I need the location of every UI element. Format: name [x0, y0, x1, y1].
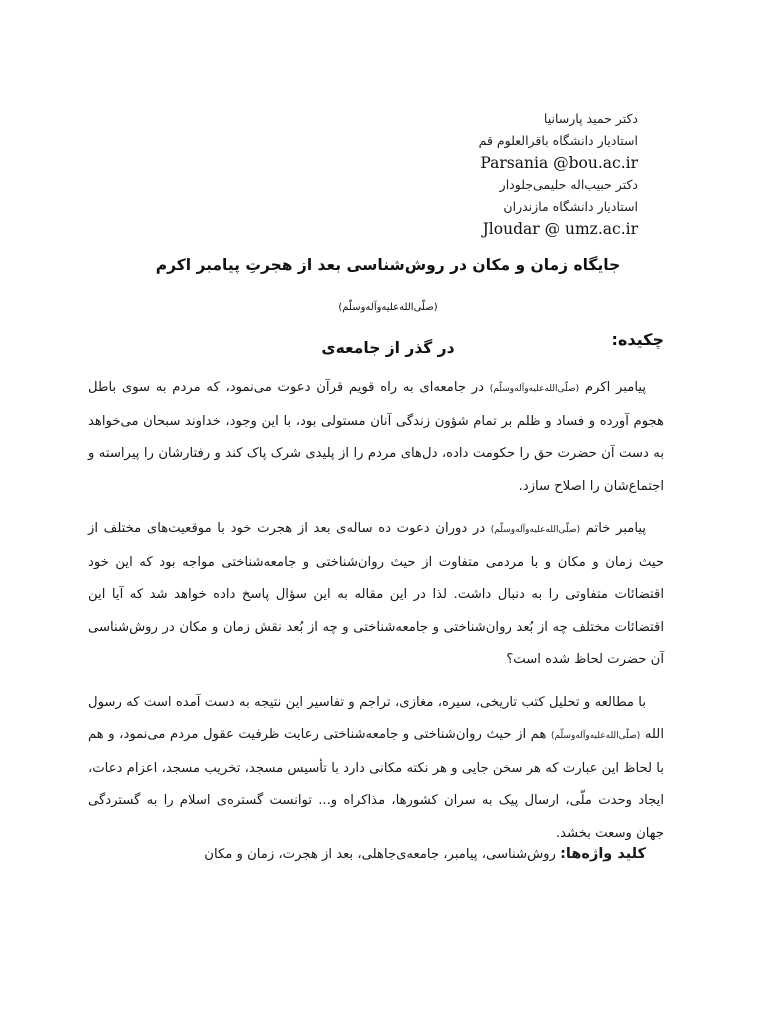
abstract-heading: چکیده: — [611, 330, 664, 349]
keywords-text: روش‌شناسی، پیامبر، جامعه‌ی‌جاهلی، بعد از هجرت، زمان و مکان — [204, 847, 556, 862]
author-affiliation: استادیار دانشگاه باقرالعلوم قم — [478, 133, 638, 148]
paper-title — [108, 245, 668, 368]
title-honorific: (صلّی‌الله‌علیه‌وآله‌وسلّم) — [338, 302, 438, 313]
abstract-paragraph — [88, 687, 664, 851]
paragraph-honorific: (صلّی‌الله‌علیه‌وآله‌وسلّم) — [489, 384, 580, 394]
author-affiliation: استادیار دانشگاه مازندران — [503, 199, 638, 214]
author-email: Parsania @bou.ac.ir — [480, 154, 638, 172]
abstract-paragraph — [88, 372, 664, 503]
paragraph-honorific: (صلّی‌الله‌علیه‌وآله‌وسلّم) — [550, 731, 641, 741]
author-email: Jloudar @ umz.ac.ir — [482, 220, 638, 238]
title-line-1 — [108, 245, 668, 328]
author-name: دکتر حمید پارسانیا — [543, 111, 638, 126]
title-text: جایگاه زمان و مکان در روش‌شناسی بعد از هجرتِ پیامبر اکرم — [155, 256, 621, 274]
title-line-2: در گذر از جامعه‌ی — [321, 339, 455, 357]
abstract-body — [88, 372, 664, 860]
paragraph-rest: در دوران دعوت ده ساله‌ی بعد از هجرت خود با موقعیت‌های مختلف از حیث زمان و مکان و با مردمی متفاوت از حیث روان‌شناختی و جامعه‌شناختی مواجه بود که این خود اقتضائات متفاوتی را به دنبال داشت. لذا در این مقاله به این سؤال پاسخ داده خواهد شد که آیا این اقتضائات مختلف چه از بُعد روان‌شناختی و جامعه‌شناختی و چه از بُعد نقش زمان و مکان در روش‌شناسی آن حضرت لحاظ شده است؟ — [88, 521, 664, 667]
author-block — [398, 108, 638, 240]
paragraph-lead: پیامبر اکرم — [584, 380, 646, 395]
abstract-paragraph — [88, 513, 664, 677]
paragraph-rest: در جامعه‌ای به راه قویم قرآن دعوت می‌نمود، که مردم به سوی باطل هجوم آورده و فساد و ظلم بر تمام شؤون زندگی آنان مستولی بود، با این وجود، خداوند سبحان می‌خواهد به دست آن حضرت حق را حکومت داده، دل‌های مردم را از پلیدی شرک پاک کند و رفتارشان را پیراسته و اجتماع‌شان را اصلاح سازد. — [88, 380, 664, 494]
keywords-label: کلید واژه‌ها: — [560, 846, 646, 862]
keywords-line — [86, 838, 646, 871]
paragraph-lead: با مطالعه و تحلیل کتب تاریخی، سیره، مغازی، تراجم و تفاسیر این نتیجه به دست آمده است که رسول الله — [88, 694, 664, 742]
paragraph-lead: پیامبر خاتم — [585, 521, 646, 536]
paragraph-rest: هم از حیث روان‌شناختی و جامعه‌شناختی رعایت ظرفیت عقول مردم می‌نمود، و هم با لحاظ این عبارت که هر سخن جایی و هر نکته مکانی دارد با تأسیس مسجد، تخریب مسجد، اعزام دعات، ایجاد وحدت ملّی، ارسال پیک به سران کشورها، مذاکراه و... توانست گستره‌ی اسلام را به گستردگی جهان وسعت بخشد. — [88, 727, 664, 841]
author-name: دکتر حبیب‌اله حلیمی‌جلودار — [499, 177, 638, 192]
paragraph-honorific: (صلّی‌الله‌علیه‌وآله‌وسلّم) — [490, 525, 581, 535]
